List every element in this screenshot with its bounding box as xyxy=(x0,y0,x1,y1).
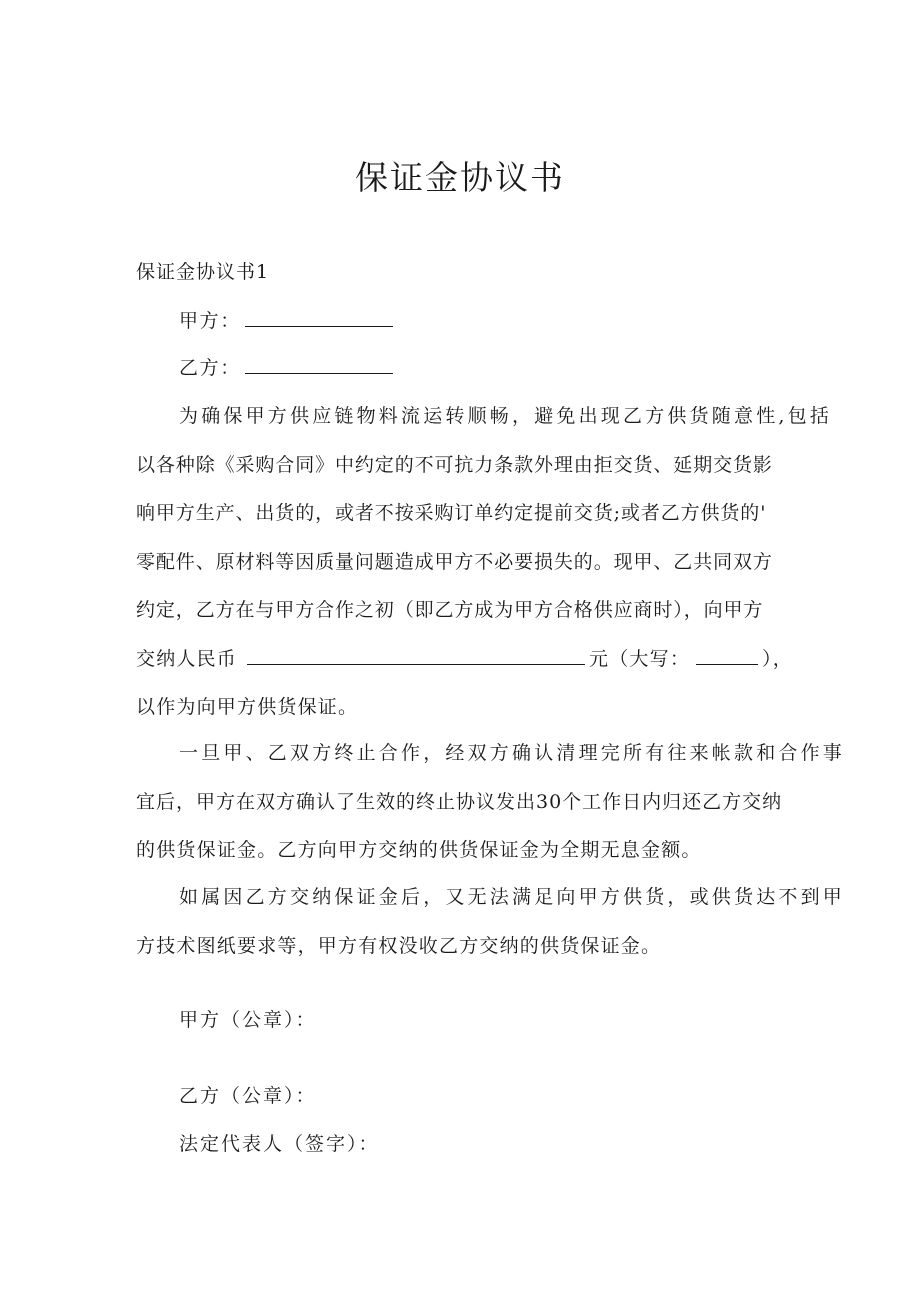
para1-line: 为确保甲方供应链物料流运转顺畅，避免出现乙方供货随意性,包括 xyxy=(179,405,833,427)
legal-representative: 法定代表人（签字）： xyxy=(179,1133,380,1155)
para1-line: 约定，乙方在与甲方合作之初（即乙方成为甲方合格供应商时），向甲方 xyxy=(136,599,764,621)
para2-line: 的供货保证金。乙方向甲方交纳的供货保证金为全期无息金额。 xyxy=(136,839,702,861)
para2-line: 一旦甲、乙双方终止合作，经双方确认清理完所有往来帐款和合作事 xyxy=(179,742,846,764)
paragraph-1 xyxy=(136,392,833,732)
para1-line-last: 以作为向甲方供货保证。 xyxy=(136,696,359,718)
paragraph-2 xyxy=(136,729,846,875)
party-a-label: 甲方： xyxy=(179,310,241,332)
para1-line: 响甲方生产、出货的，或者不按采购订单约定提前交货;或者乙方供货的' xyxy=(136,502,767,524)
amount-suffix: ）， xyxy=(762,647,793,670)
seal-b: 乙方（公章）： xyxy=(179,1085,317,1107)
party-b-blank xyxy=(245,356,393,374)
paragraph-3 xyxy=(136,873,846,970)
para3-line: 如属因乙方交纳保证金后，又无法满足向甲方供货，或供货达不到甲 xyxy=(179,886,846,908)
amount-prefix: 交纳人民币 xyxy=(136,647,238,670)
party-b-label: 乙方： xyxy=(179,357,241,379)
party-a-line xyxy=(179,309,393,333)
para3-line: 方技术图纸要求等，甲方有权没收乙方交纳的供货保证金。 xyxy=(136,934,662,957)
seal-a: 甲方（公章）： xyxy=(179,1009,317,1031)
amount-mid: 元（大写： xyxy=(589,647,691,670)
document-title: 保证金协议书 xyxy=(355,158,565,197)
para2-line: 宜后，甲方在双方确认了生效的终止协议发出30个工作日内归还乙方交纳 xyxy=(136,790,783,813)
para1-line: 零配件、原材料等因质量问题造成甲方不必要损失的。现甲、乙共同双方 xyxy=(136,550,773,573)
para1-amount-line xyxy=(136,635,793,684)
amount-words-blank xyxy=(696,647,758,665)
amount-blank xyxy=(247,647,585,665)
para1-line: 以各种除《采购合同》中约定的不可抗力条款外理由拒交货、延期交货影 xyxy=(136,453,773,476)
party-a-blank xyxy=(245,309,393,327)
party-b-line xyxy=(179,356,393,380)
document-subtitle: 保证金协议书1 xyxy=(136,261,270,283)
